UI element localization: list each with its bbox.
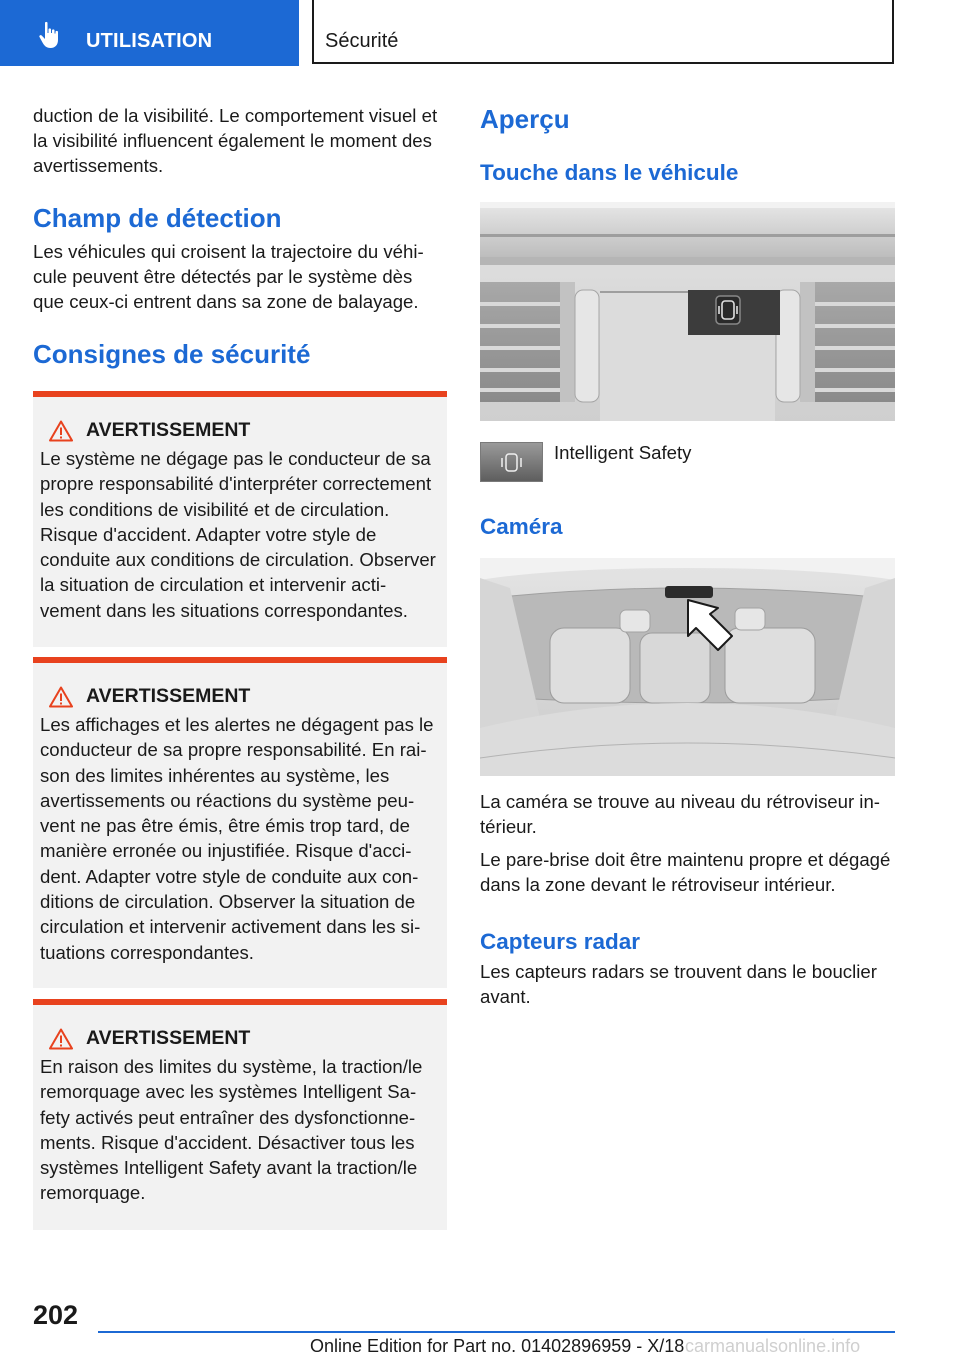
footer-divider bbox=[98, 1331, 895, 1333]
camera-paragraph-2: Le pare-brise doit être maintenu propre et dégagé dans la zone devant le rétroviseur intérieur. bbox=[480, 849, 891, 895]
warning-title: AVERTISSEMENT bbox=[86, 419, 251, 441]
dashboard-button-image bbox=[480, 202, 895, 421]
page-number: 202 bbox=[33, 1300, 79, 1330]
chapter-label: UTILISATION bbox=[86, 30, 213, 52]
hand-pointer-icon bbox=[34, 20, 64, 50]
watermark-text: carmanualsonline.info bbox=[685, 1336, 861, 1356]
intro-paragraph: duction de la visibilité. Le comportement visuel et la visibilité influencent également le moment des avertissements. bbox=[33, 105, 438, 176]
warning-triangle-icon bbox=[49, 1028, 73, 1050]
left-column bbox=[33, 100, 447, 1230]
warning-box bbox=[33, 391, 447, 647]
right-column bbox=[480, 100, 895, 187]
chapter-tab bbox=[0, 0, 299, 66]
warning-box bbox=[33, 657, 447, 988]
safety-heading: Consignes de sécurité bbox=[33, 339, 311, 369]
edition-text: Online Edition for Part no. 01402896959 - X/18 bbox=[310, 1336, 685, 1356]
warning-triangle-icon bbox=[49, 686, 73, 708]
camera-text-block bbox=[480, 789, 895, 1009]
detection-paragraph: Les véhicules qui croisent la trajectoire du véhicule peuvent être détectés par le système dès que ceux-ci entrent dans sa zone de balayage. bbox=[33, 241, 424, 312]
radar-paragraph: Les capteurs radars se trouvent dans le bouclier avant. bbox=[480, 961, 877, 1007]
section-label: Sécurité bbox=[325, 30, 399, 52]
overview-heading: Aperçu bbox=[480, 104, 570, 134]
radar-heading: Capteurs radar bbox=[480, 929, 641, 954]
warning-title: AVERTISSEMENT bbox=[86, 1027, 251, 1049]
camera-heading: Caméra bbox=[480, 514, 563, 539]
camera-paragraph-1: La caméra se trouve au niveau du rétroviseur intérieur. bbox=[480, 791, 880, 837]
button-heading: Touche dans le véhicule bbox=[480, 160, 739, 185]
warning-text: En raison des limites du système, la traction/le remorquage avec les systèmes Intelligent Safety activés peut entraîner des dysfonctionnements. Risque d'accident. Désactiver tous les systèmes Intelligent Safety avant la traction/le remorquage. bbox=[40, 1056, 423, 1204]
intelligent-safety-icon bbox=[480, 442, 543, 482]
camera-interior-image bbox=[480, 558, 895, 776]
warning-title: AVERTISSEMENT bbox=[86, 685, 251, 707]
warning-text: Les affichages et les alertes ne dégagent pas le conducteur de sa propre responsabilité. En raison des limites inhérentes au système, les avertissements ou réactions du système peuvent ne pas être émis, être émis trop tard, de manière erronée ou injustifiée. Risque d'accident. Adapter votre style de conduite aux conditions de circulation. Observer la situation de circulation et intervenir activement dans les situations correspondantes. bbox=[40, 714, 434, 963]
warning-box bbox=[33, 999, 447, 1230]
section-header-box bbox=[312, 0, 894, 64]
intelligent-safety-label: Intelligent Safety bbox=[554, 442, 692, 463]
warning-text: Le système ne dégage pas le conducteur de sa propre responsabilité d'interpréter correctement les conditions de visibilité et de circulation. Risque d'accident. Adapter votre style de conduite aux conditions de circulation. Observer la situation de circulation et intervenir activement dans les situations correspondantes. bbox=[40, 448, 436, 621]
detection-heading: Champ de détection bbox=[33, 203, 282, 233]
warning-triangle-icon bbox=[49, 420, 73, 442]
